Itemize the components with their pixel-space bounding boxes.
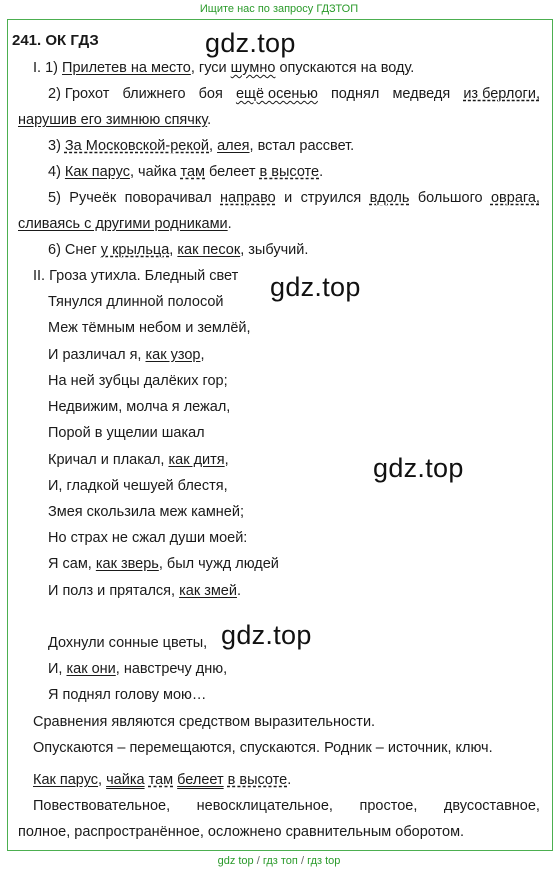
poem-line: И, как они, навстречу дню,: [48, 661, 228, 677]
bottom-link[interactable]: гдз топ: [262, 855, 298, 867]
note-line: Сравнения являются средством выразительности.: [33, 714, 376, 730]
bottom-link[interactable]: gdz top: [217, 855, 254, 867]
poem-line: Порой в ущелии шакал: [48, 425, 205, 441]
note-line: полное, распространённое, осложнено сравнительным оборотом.: [18, 824, 465, 840]
bottom-link[interactable]: гдз top: [307, 855, 341, 867]
poem-line: На ней зубцы далёких гор;: [48, 373, 228, 389]
watermark: gdz.top: [373, 453, 464, 483]
sentence-1: I. 1) Прилетев на место, гуси шумно опускаются на воду.: [33, 60, 415, 76]
poem-line: Недвижим, молча я лежал,: [48, 399, 231, 415]
note-line: Как парус, чайка там белеет в высоте.: [33, 772, 292, 788]
note-line: Опускаются – перемещаются, спускаются. Родник – источник, ключ.: [33, 740, 493, 756]
top-banner[interactable]: Ищите нас по запросу ГДЗТОП: [199, 3, 359, 15]
sentence-2-cont: нарушив его зимнюю спячку.: [18, 112, 212, 128]
watermark: gdz.top: [205, 28, 296, 58]
watermark: gdz.top: [221, 620, 312, 650]
watermark: gdz.top: [270, 272, 361, 302]
poem-line: Змея скользила меж камней;: [48, 504, 244, 520]
link-separator: /: [300, 855, 305, 867]
poem-line: И полз и прятался, как змей.: [48, 583, 242, 599]
exercise-heading: 241. ОК ГДЗ: [12, 32, 99, 49]
poem-line: И, гладкой чешуей блестя,: [48, 478, 228, 494]
sentence-5: 5) Ручеёк поворачивал направо и струился вдоль большого оврага,: [48, 190, 540, 206]
poem-line: Я сам, как зверь, был чужд людей: [48, 556, 279, 572]
link-separator: /: [256, 855, 260, 867]
note-line: Повествовательное, невосклицательное, простое, двусоставное,: [33, 798, 540, 814]
poem-line: Тянулся длинной полосой: [48, 294, 224, 310]
sentence-6: 6) Снег у крыльца, как песок, зыбучий.: [48, 242, 309, 258]
sentence-3: 3) За Московской-рекой, алея, встал рассвет.: [48, 138, 355, 154]
poem-line: Дохнули сонные цветы,: [48, 635, 208, 651]
poem-line: Кричал и плакал, как дитя,: [48, 452, 229, 468]
sentence-5-cont: сливаясь с другими родниками.: [18, 216, 232, 232]
poem-line: Меж тёмным небом и землёй,: [48, 320, 251, 336]
poem-line: И различал я, как узор,: [48, 347, 205, 363]
poem-line: Я поднял голову мою…: [48, 687, 207, 703]
bottom-links: [0, 855, 558, 867]
poem-line: Но страх не сжал души моей:: [48, 530, 248, 546]
sentence-2: 2) Грохот ближнего боя ещё осенью поднял медведя из берлоги,: [48, 86, 540, 102]
poem-line: II. Гроза утихла. Бледный свет: [33, 268, 239, 284]
sentence-4: 4) Как парус, чайка там белеет в высоте.: [48, 164, 324, 180]
